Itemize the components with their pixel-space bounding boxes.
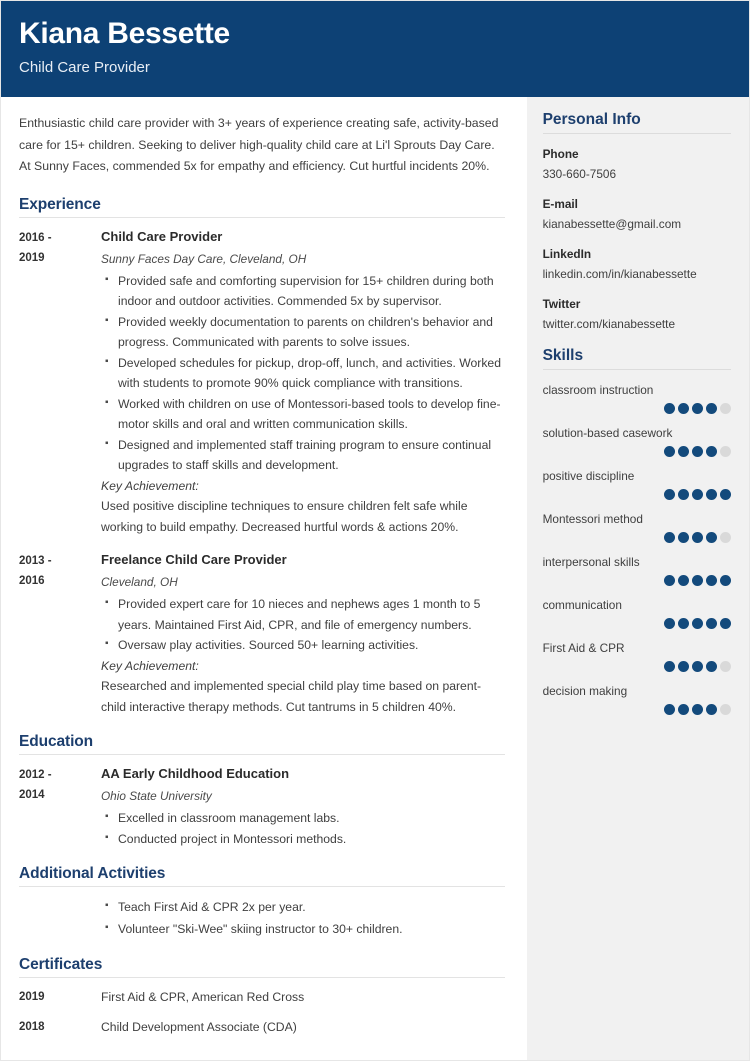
skill-item (543, 639, 731, 672)
entry-role: Child Care Provider (101, 228, 223, 244)
section-divider (19, 977, 505, 978)
entry-date-end: 2014 (19, 789, 45, 801)
section-certificates (19, 956, 505, 1037)
skill-name: interpersonal skills (542, 555, 640, 569)
section-experience (19, 196, 505, 718)
rating-dot-filled (678, 704, 689, 715)
list-item: ▪ Provided weekly documentation to parents on children's behavior and progress. Communicated with parents to solve issues. (118, 312, 505, 353)
list-item: ▪ Provided safe and comforting supervision for 15+ children during both indoor and outdoor activities. Commended 5x by supervisor. (118, 271, 505, 312)
sidebar (527, 97, 749, 1060)
rating-dot-empty (720, 532, 731, 543)
rating-dot-empty (720, 661, 731, 672)
entry-date-end: 2019 (19, 251, 45, 264)
entry-bullet-list (101, 594, 505, 656)
rating-dot-filled (664, 403, 675, 414)
rating-dot-filled (678, 532, 689, 543)
contact-item-email (543, 195, 731, 233)
section-heading-education: Education (19, 733, 94, 750)
skill-rating-dots (543, 661, 731, 672)
contact-item-twitter (543, 295, 731, 333)
entry-role: Freelance Child Care Provider (101, 552, 287, 567)
list-item: ▪ Volunteer "Ski-Wee" skiing instructor to 30+ children. (118, 918, 505, 940)
rating-dot-filled (664, 618, 675, 629)
section-heading-certificates: Certificates (19, 956, 103, 973)
candidate-name: Kiana Bessette (19, 17, 230, 50)
rating-dot-filled (664, 446, 675, 457)
list-item: ▪ Designed and implemented staff training program to ensure continual upgrades to staff skills and development. (118, 435, 505, 476)
rating-dot-filled (678, 446, 689, 457)
skill-item (543, 510, 731, 543)
rating-dot-filled (706, 489, 717, 500)
skill-name: Montessori method (542, 512, 643, 526)
section-divider (19, 217, 505, 218)
skill-name: decision making (542, 684, 628, 698)
contact-item-phone (543, 145, 731, 183)
contact-value: kianabessette@gmail.com (542, 217, 682, 231)
entry-date-end: 2016 (19, 575, 45, 587)
rating-dot-filled (692, 618, 703, 629)
experience-entry (19, 227, 505, 538)
entry-bullet-list (101, 808, 505, 849)
rating-dot-filled (706, 446, 717, 457)
rating-dot-filled (678, 618, 689, 629)
contact-label: Phone (542, 147, 579, 161)
skill-item (543, 553, 731, 586)
rating-dot-filled (664, 661, 675, 672)
resume-header (1, 1, 749, 97)
entry-date-range (19, 550, 101, 717)
resume-body (1, 97, 749, 1060)
activities-bullet-list (19, 896, 505, 940)
key-achievement-label: Key Achievement: (101, 478, 199, 493)
education-entry (19, 764, 505, 849)
skill-item (543, 467, 731, 500)
skill-name: communication (542, 598, 622, 612)
certificate-row (19, 1017, 505, 1037)
skill-rating-dots (543, 489, 731, 500)
list-item: ▪ Conducted project in Montessori methods. (118, 829, 505, 850)
certificate-year: 2018 (19, 1021, 45, 1033)
skill-rating-dots (543, 532, 731, 543)
rating-dot-filled (692, 575, 703, 586)
contact-label: LinkedIn (542, 247, 592, 261)
rating-dot-filled (720, 575, 731, 586)
rating-dot-filled (692, 704, 703, 715)
skill-item (543, 381, 731, 414)
rating-dot-filled (706, 618, 717, 629)
entry-school: Ohio State University (101, 789, 212, 803)
sidebar-heading-personal-info: Personal Info (542, 111, 641, 128)
entry-date-start: 2013 - (19, 555, 52, 567)
rating-dot-filled (692, 403, 703, 414)
rating-dot-filled (692, 446, 703, 457)
contact-value: twitter.com/kianabessette (542, 317, 676, 331)
experience-entry (19, 550, 505, 717)
entry-date-range (19, 764, 101, 849)
key-achievement-label: Key Achievement: (101, 658, 199, 673)
rating-dot-empty (720, 403, 731, 414)
entry-body (101, 227, 505, 538)
skill-name: solution-based casework (542, 426, 673, 440)
list-item: ▪ Oversaw play activities. Sourced 50+ learning activities. (118, 635, 505, 656)
rating-dot-filled (706, 704, 717, 715)
contact-item-linkedin (543, 245, 731, 283)
skill-item (543, 682, 731, 715)
main-column (1, 97, 527, 1060)
section-additional-activities (19, 865, 505, 940)
key-achievement-text: Used positive discipline techniques to ensure children felt safe while working to build empathy. Decreased hurtful words & actions 20%. (101, 499, 468, 534)
entry-organization: Sunny Faces Day Care, Cleveland, OH (101, 251, 307, 266)
rating-dot-filled (720, 618, 731, 629)
candidate-job-title: Child Care Provider (19, 59, 150, 76)
section-heading-experience: Experience (19, 195, 101, 213)
sidebar-skills (543, 347, 731, 715)
list-item: ▪ Developed schedules for pickup, drop-off, lunch, and activities. Worked with students to promote 90% quick compliance with transitions. (118, 353, 505, 394)
contact-label: Twitter (542, 297, 581, 311)
section-heading-additional-activities: Additional Activities (19, 865, 166, 882)
contact-value: 330-660-7506 (542, 167, 617, 181)
rating-dot-filled (678, 661, 689, 672)
certificate-name: First Aid & CPR, American Red Cross (101, 990, 305, 1004)
rating-dot-filled (664, 489, 675, 500)
list-item: ▪ Excelled in classroom management labs. (118, 808, 505, 829)
entry-body (101, 764, 505, 849)
skill-rating-dots (543, 446, 731, 457)
entry-degree: AA Early Childhood Education (101, 766, 290, 781)
rating-dot-filled (720, 489, 731, 500)
rating-dot-filled (664, 532, 675, 543)
rating-dot-filled (706, 661, 717, 672)
entry-body (101, 550, 505, 717)
certificate-year: 2019 (19, 991, 45, 1003)
entry-organization: Cleveland, OH (101, 575, 178, 589)
professional-summary: Enthusiastic child care provider with 3+ years of experience creating safe, activity-based care for 15+ children. Seeking to deliver high-quality child care at Li'l Sprouts Day Care. At Sunny Faces, commended 5x for empathy and efficiency. Cut hurtful incidents 20%. (19, 116, 499, 173)
key-achievement-text: Researched and implemented special child play time based on parent-child interactive therapy methods. Cut tantrums in 5 children 40%. (101, 679, 482, 714)
sidebar-divider (543, 133, 731, 134)
sidebar-heading-skills: Skills (542, 347, 584, 364)
list-item: ▪ Provided expert care for 10 nieces and nephews ages 1 month to 5 years. Maintained First Aid, CPR, and file of emergency numbers. (118, 594, 505, 635)
entry-date-start: 2012 - (19, 769, 52, 781)
list-item: ▪ Teach First Aid & CPR 2x per year. (118, 896, 505, 918)
rating-dot-filled (706, 532, 717, 543)
rating-dot-filled (706, 403, 717, 414)
rating-dot-filled (678, 403, 689, 414)
rating-dot-filled (692, 489, 703, 500)
rating-dot-filled (664, 575, 675, 586)
certificate-name: Child Development Associate (CDA) (101, 1020, 297, 1034)
skills-list (543, 381, 731, 715)
rating-dot-empty (720, 704, 731, 715)
sidebar-personal-info (543, 111, 731, 333)
contact-value: linkedin.com/in/kianabessette (542, 267, 697, 281)
contact-label: E-mail (542, 197, 578, 211)
section-education (19, 733, 505, 849)
skill-rating-dots (543, 403, 731, 414)
rating-dot-filled (706, 575, 717, 586)
skill-rating-dots (543, 704, 731, 715)
rating-dot-filled (678, 489, 689, 500)
skill-rating-dots (543, 618, 731, 629)
sidebar-divider (543, 369, 731, 370)
entry-date-start: 2016 - (19, 231, 52, 244)
certificate-row (19, 987, 505, 1007)
skill-item (543, 424, 731, 457)
skill-name: First Aid & CPR (542, 641, 625, 655)
skill-rating-dots (543, 575, 731, 586)
rating-dot-empty (720, 446, 731, 457)
skill-name: positive discipline (542, 469, 635, 483)
skill-name: classroom instruction (542, 383, 654, 397)
entry-bullet-list (101, 271, 505, 476)
skill-item (543, 596, 731, 629)
section-divider (19, 754, 505, 755)
rating-dot-filled (692, 532, 703, 543)
rating-dot-filled (678, 575, 689, 586)
entry-date-range (19, 227, 101, 538)
rating-dot-filled (664, 704, 675, 715)
section-divider (19, 886, 505, 887)
list-item: ▪ Worked with children on use of Montessori-based tools to develop fine-motor skills and oral and written communication skills. (118, 394, 505, 435)
rating-dot-filled (692, 661, 703, 672)
